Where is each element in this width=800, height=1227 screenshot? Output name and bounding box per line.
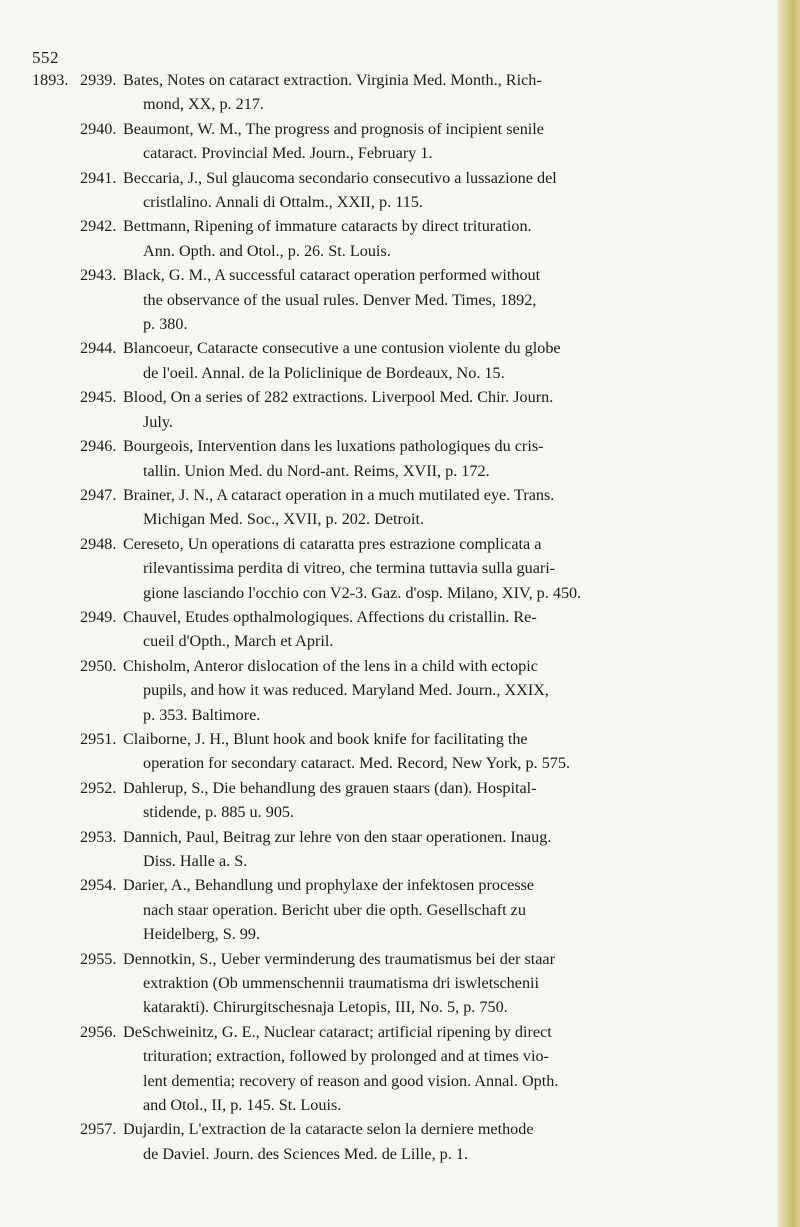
- entry-text-line: cristlalino. Annali di Ottalm., XXII, p. 115.: [143, 193, 423, 212]
- entry-text-line: Blancoeur, Cataracte consecutive a une contusion violente du globe: [123, 339, 561, 358]
- page-number: 552: [32, 48, 59, 67]
- bibliography-entry: [32, 483, 774, 532]
- entry-text-line: Michigan Med. Soc., XVII, p. 202. Detroit.: [143, 510, 424, 529]
- entry-text-line: de l'oeil. Annal. de la Policlinique de Bordeaux, No. 15.: [143, 363, 505, 382]
- entry-text-line: Claiborne, J. H., Blunt hook and book knife for facilitating the: [123, 729, 528, 748]
- entry-number: 2949.: [80, 607, 117, 626]
- entry-text-line: July.: [143, 412, 173, 431]
- entry-year: 1893.: [32, 71, 69, 89]
- entry-text-line: Darier, A., Behandlung und prophylaxe der infektosen processe: [123, 876, 535, 895]
- bibliography-entry: [32, 532, 774, 605]
- entry-text-line: extraktion (Ob ummenschennii traumatisma dri iswletschenii: [143, 974, 540, 993]
- entry-text-line: Bettmann, Ripening of immature cataracts by direct trituration.: [123, 217, 532, 236]
- bibliography-entry: [32, 117, 774, 166]
- entry-text-line: trituration; extraction, followed by prolonged and at times vio-: [143, 1047, 549, 1066]
- entry-text-line: DeSchweinitz, G. E., Nuclear cataract; artificial ripening by direct: [123, 1022, 552, 1041]
- entry-number: 2940.: [80, 119, 117, 138]
- bibliography-entry: [32, 434, 774, 483]
- bibliography-entry: [32, 825, 774, 874]
- bibliography-entry: [32, 68, 774, 117]
- entry-text-line: stidende, p. 885 u. 905.: [143, 803, 295, 822]
- entry-text-line: Dennotkin, S., Ueber verminderung des traumatismus bei der staar: [123, 949, 556, 968]
- bibliography-list: [32, 68, 774, 1166]
- bibliography-entry: [32, 654, 774, 727]
- entry-text-line: Beccaria, J., Sul glaucoma secondario consecutivo a lussazione del: [123, 168, 557, 187]
- entry-text-line: Chauvel, Etudes opthalmologiques. Affections du cristallin. Re-: [123, 607, 537, 626]
- entry-number: 2956.: [80, 1022, 117, 1041]
- entry-text-line: Dahlerup, S., Die behandlung des grauen staars (dan). Hospital-: [123, 778, 537, 797]
- bibliography-entry: [32, 336, 774, 385]
- entry-number: 2950.: [80, 656, 117, 675]
- entry-number: 2951.: [80, 729, 117, 748]
- entry-number: 2941.: [80, 168, 117, 187]
- entry-text-line: Chisholm, Anteror dislocation of the lens in a child with ectopic: [123, 656, 538, 675]
- bibliography-entry: [32, 873, 774, 946]
- entry-number: 2944.: [80, 339, 117, 358]
- entry-number: 2945.: [80, 388, 117, 407]
- entry-text-line: de Daviel. Journ. des Sciences Med. de Lille, p. 1.: [143, 1144, 469, 1163]
- bibliography-entry: [32, 263, 774, 336]
- bibliography-entry: [32, 166, 774, 215]
- bibliography-entry: [32, 1020, 774, 1118]
- bibliography-entry: [32, 947, 774, 1020]
- entry-text-line: cataract. Provincial Med. Journ., February 1.: [143, 144, 433, 163]
- entry-number: 2946.: [80, 437, 117, 456]
- entry-text-line: tallin. Union Med. du Nord-ant. Reims, XVII, p. 172.: [143, 461, 490, 480]
- entry-text-line: katarakti). Chirurgitschesnaja Letopis, III, No. 5, p. 750.: [143, 998, 508, 1017]
- entry-text-line: Ann. Opth. and Otol., p. 26. St. Louis.: [143, 241, 391, 260]
- entry-text-line: Dannich, Paul, Beitrag zur lehre von den staar operationen. Inaug.: [123, 827, 552, 846]
- entry-text-line: Bourgeois, Intervention dans les luxations pathologiques du cris-: [123, 437, 544, 456]
- entry-number: 2955.: [80, 949, 117, 968]
- entry-text-line: Brainer, J. N., A cataract operation in a much mutilated eye. Trans.: [123, 485, 555, 504]
- entry-text-line: rilevantissima perdita di vitreo, che termina tuttavia sulla guari-: [143, 559, 556, 578]
- entry-text-line: operation for secondary cataract. Med. Record, New York, p. 575.: [143, 754, 571, 773]
- entry-number: 2957.: [80, 1120, 117, 1139]
- entry-text-line: lent dementia; recovery of reason and good vision. Annal. Opth.: [143, 1071, 559, 1090]
- entry-text-line: Cereseto, Un operations di cataratta pres estrazione complicata a: [123, 534, 542, 553]
- entry-text-line: pupils, and how it was reduced. Maryland Med. Journ., XXIX,: [143, 681, 549, 700]
- entry-text-line: Diss. Halle a. S.: [143, 852, 248, 870]
- bibliography-entry: [32, 605, 774, 654]
- entry-text-line: p. 380.: [143, 315, 188, 334]
- entry-number: 2939.: [80, 71, 117, 89]
- entry-number: 2943.: [80, 266, 117, 285]
- entry-number: 2947.: [80, 485, 117, 504]
- entry-number: 2954.: [80, 876, 117, 895]
- entry-number: 2948.: [80, 534, 117, 553]
- page-edge: [778, 0, 800, 1227]
- entry-text-line: cueil d'Opth., March et April.: [143, 632, 334, 651]
- entry-text-line: Black, G. M., A successful cataract operation performed without: [123, 266, 541, 285]
- bibliography-entry: [32, 776, 774, 825]
- entry-text-line: Bates, Notes on cataract extraction. Virginia Med. Month., Rich-: [123, 71, 542, 89]
- entry-number: 2953.: [80, 827, 117, 846]
- entry-text-line: Dujardin, L'extraction de la cataracte selon la derniere methode: [123, 1120, 534, 1139]
- bibliography-entry: [32, 727, 774, 776]
- entry-text-line: nach staar operation. Bericht uber die opth. Gesellschaft zu: [143, 900, 526, 919]
- bibliography-entry: [32, 385, 774, 434]
- entry-text-line: p. 353. Baltimore.: [143, 705, 261, 724]
- entry-text-line: gione lasciando l'occhio con V2-3. Gaz. d'osp. Milano, XIV, p. 450.: [143, 583, 582, 602]
- entry-text-line: Heidelberg, S. 99.: [143, 925, 261, 944]
- entry-number: 2942.: [80, 217, 117, 236]
- entry-text-line: mond, XX, p. 217.: [143, 95, 264, 114]
- entry-text-line: and Otol., II, p. 145. St. Louis.: [143, 1096, 342, 1115]
- bibliography-entry: [32, 1117, 774, 1166]
- entry-text-line: Beaumont, W. M., The progress and prognosis of incipient senile: [123, 119, 544, 138]
- bibliography-entry: [32, 214, 774, 263]
- entry-number: 2952.: [80, 778, 117, 797]
- entry-text-line: Blood, On a series of 282 extractions. Liverpool Med. Chir. Journ.: [123, 388, 554, 407]
- entry-text-line: the observance of the usual rules. Denver Med. Times, 1892,: [143, 290, 537, 309]
